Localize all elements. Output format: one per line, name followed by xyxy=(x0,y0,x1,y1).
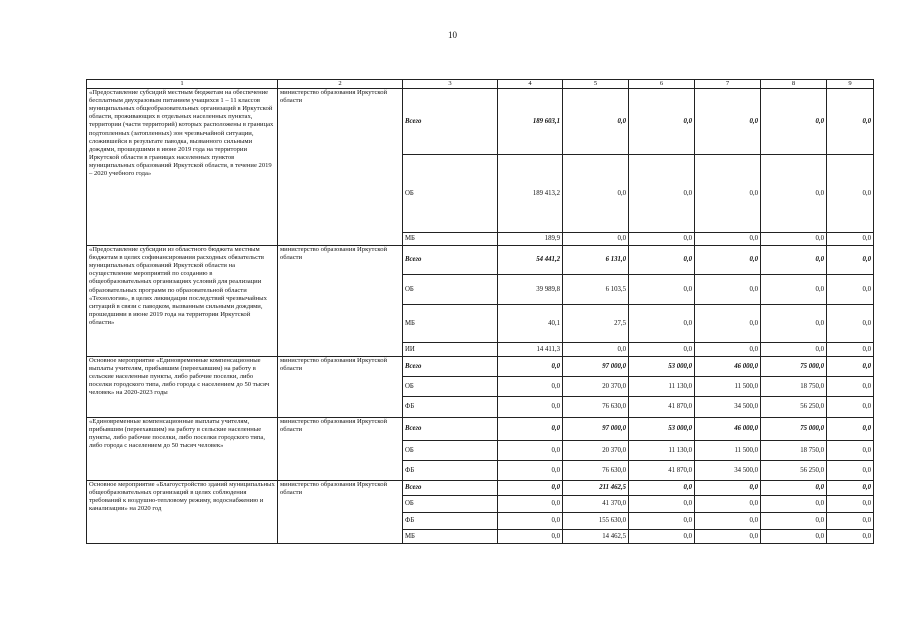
amount-cell: 0,0 xyxy=(629,275,695,305)
amount-cell: 0,0 xyxy=(695,513,761,530)
amount-cell: 0,0 xyxy=(695,89,761,155)
amount-cell: 0,0 xyxy=(827,357,874,377)
amount-cell: 0,0 xyxy=(761,513,827,530)
amount-cell: 0,0 xyxy=(498,418,563,441)
amount-cell: 0,0 xyxy=(761,233,827,246)
amount-cell: 0,0 xyxy=(629,530,695,544)
amount-cell: 11 130,0 xyxy=(629,441,695,461)
amount-cell: 0,0 xyxy=(695,305,761,343)
amount-cell: 97 000,0 xyxy=(563,418,629,441)
amount-cell: 0,0 xyxy=(827,155,874,233)
activity-description: «Предоставление субсидий местным бюджетам на обеспечение бесплатным двухразовым питанием учащихся 1 – 11 классов муниципальных общеобразовательных организаций в Иркутской области, проживающих в отдельных населенных пунктах, территории (части территорий) которых расположены в границах подтопленных (затопленных) зон чрезвычайной ситуации, сложившейся в результате паводка, вызванного сильными дождями, прошедшими в июне 2019 года на территории Иркутской области в границах населенных пунктов муниципальных образований Иркутской области, в течение 2019 – 2020 учебного года» xyxy=(87,89,278,246)
amount-cell: 0,0 xyxy=(761,155,827,233)
amount-cell: 6 103,5 xyxy=(563,275,629,305)
executor-cell: министерство образования Иркутской области xyxy=(278,357,403,418)
amount-cell: 0,0 xyxy=(761,275,827,305)
amount-cell: 6 131,0 xyxy=(563,246,629,275)
funding-source: ОБ xyxy=(403,377,498,397)
amount-cell: 0,0 xyxy=(827,418,874,441)
amount-cell: 0,0 xyxy=(827,275,874,305)
amount-cell: 39 989,8 xyxy=(498,275,563,305)
funding-source: Всего xyxy=(403,357,498,377)
amount-cell: 0,0 xyxy=(827,496,874,513)
amount-cell: 0,0 xyxy=(695,155,761,233)
amount-cell: 0,0 xyxy=(827,513,874,530)
funding-source: ОБ xyxy=(403,441,498,461)
funding-source: Всего xyxy=(403,89,498,155)
amount-cell: 27,5 xyxy=(563,305,629,343)
funding-source: Всего xyxy=(403,246,498,275)
amount-cell: 0,0 xyxy=(563,89,629,155)
amount-cell: 0,0 xyxy=(498,513,563,530)
amount-cell: 0,0 xyxy=(629,155,695,233)
amount-cell: 56 250,0 xyxy=(761,461,827,481)
funding-source: ФБ xyxy=(403,397,498,418)
amount-cell: 20 370,0 xyxy=(563,441,629,461)
amount-cell: 0,0 xyxy=(695,530,761,544)
executor-cell: министерство образования Иркутской области xyxy=(278,418,403,481)
funding-source: ИИ xyxy=(403,343,498,357)
amount-cell: 0,0 xyxy=(563,343,629,357)
column-header: 7 xyxy=(695,80,761,89)
amount-cell: 0,0 xyxy=(695,481,761,496)
amount-cell: 0,0 xyxy=(563,233,629,246)
amount-cell: 0,0 xyxy=(695,246,761,275)
amount-cell: 54 441,2 xyxy=(498,246,563,275)
amount-cell: 0,0 xyxy=(629,89,695,155)
amount-cell: 0,0 xyxy=(761,89,827,155)
table-row xyxy=(87,481,874,496)
funding-source: ОБ xyxy=(403,275,498,305)
page-number: 10 xyxy=(448,30,457,40)
column-header: 1 xyxy=(87,80,278,89)
amount-cell: 53 000,0 xyxy=(629,418,695,441)
amount-cell: 0,0 xyxy=(827,397,874,418)
executor-cell: министерство образования Иркутской области xyxy=(278,481,403,544)
amount-cell: 0,0 xyxy=(695,496,761,513)
amount-cell: 0,0 xyxy=(761,496,827,513)
table-row xyxy=(87,246,874,275)
column-header: 9 xyxy=(827,80,874,89)
funding-source: МБ xyxy=(403,233,498,246)
amount-cell: 14 462,5 xyxy=(563,530,629,544)
funding-source: ОБ xyxy=(403,155,498,233)
column-header: 4 xyxy=(498,80,563,89)
column-header: 2 xyxy=(278,80,403,89)
amount-cell: 0,0 xyxy=(761,343,827,357)
amount-cell: 0,0 xyxy=(827,461,874,481)
amount-cell: 56 250,0 xyxy=(761,397,827,418)
amount-cell: 0,0 xyxy=(695,233,761,246)
amount-cell: 0,0 xyxy=(761,246,827,275)
amount-cell: 0,0 xyxy=(827,233,874,246)
amount-cell: 53 000,0 xyxy=(629,357,695,377)
amount-cell: 0,0 xyxy=(827,481,874,496)
amount-cell: 0,0 xyxy=(498,357,563,377)
table-row xyxy=(87,357,874,377)
executor-cell: министерство образования Иркутской области xyxy=(278,89,403,246)
amount-cell: 0,0 xyxy=(761,305,827,343)
header-row xyxy=(87,80,874,89)
amount-cell: 0,0 xyxy=(827,246,874,275)
funding-source: Всего xyxy=(403,418,498,441)
table-body xyxy=(87,80,874,544)
amount-cell: 34 500,0 xyxy=(695,461,761,481)
amount-cell: 0,0 xyxy=(629,513,695,530)
amount-cell: 75 000,0 xyxy=(761,357,827,377)
amount-cell: 97 000,0 xyxy=(563,357,629,377)
amount-cell: 75 000,0 xyxy=(761,418,827,441)
amount-cell: 11 500,0 xyxy=(695,377,761,397)
amount-cell: 18 750,0 xyxy=(761,377,827,397)
amount-cell: 0,0 xyxy=(563,155,629,233)
amount-cell: 41 370,0 xyxy=(563,496,629,513)
amount-cell: 0,0 xyxy=(695,275,761,305)
amount-cell: 0,0 xyxy=(629,496,695,513)
funding-source: МБ xyxy=(403,530,498,544)
amount-cell: 41 870,0 xyxy=(629,397,695,418)
amount-cell: 0,0 xyxy=(498,441,563,461)
funding-source: МБ xyxy=(403,305,498,343)
amount-cell: 18 750,0 xyxy=(761,441,827,461)
amount-cell: 0,0 xyxy=(498,377,563,397)
activity-description: «Единовременные компенсационные выплаты учителям, прибывшим (переехавшим) на работу в сельские населенные пункты, либо рабочие поселки, либо поселки городского типа, либо города с населением до 50 тысяч человек» xyxy=(87,418,278,481)
amount-cell: 11 500,0 xyxy=(695,441,761,461)
amount-cell: 0,0 xyxy=(827,89,874,155)
amount-cell: 20 370,0 xyxy=(563,377,629,397)
amount-cell: 76 630,0 xyxy=(563,397,629,418)
amount-cell: 0,0 xyxy=(827,377,874,397)
amount-cell: 0,0 xyxy=(498,397,563,418)
amount-cell: 0,0 xyxy=(695,343,761,357)
amount-cell: 0,0 xyxy=(498,496,563,513)
amount-cell: 189,9 xyxy=(498,233,563,246)
amount-cell: 14 411,3 xyxy=(498,343,563,357)
amount-cell: 0,0 xyxy=(827,343,874,357)
funding-source: ФБ xyxy=(403,461,498,481)
amount-cell: 0,0 xyxy=(498,481,563,496)
funding-source: ОБ xyxy=(403,496,498,513)
activity-description: Основное мероприятие «Благоустройство зданий муниципальных общеобразовательных организаций в целях соблюдения требований к воздушно-тепловому режиму, водоснабжению и канализации» на 2020 год xyxy=(87,481,278,544)
amount-cell: 76 630,0 xyxy=(563,461,629,481)
column-header: 3 xyxy=(403,80,498,89)
amount-cell: 0,0 xyxy=(498,461,563,481)
amount-cell: 0,0 xyxy=(629,481,695,496)
amount-cell: 0,0 xyxy=(629,246,695,275)
table-row xyxy=(87,89,874,155)
amount-cell: 34 500,0 xyxy=(695,397,761,418)
amount-cell: 155 630,0 xyxy=(563,513,629,530)
activity-description: «Предоставление субсидии из областного бюджета местным бюджетам в целях софинансирования расходных обязательств муниципальных образований Иркутской области на осуществление мероприятий по созданию в общеобразовательных организациях условий для реализации образовательных программ по образовательной области «Технология», в целях ликвидации последствий чрезвычайных ситуаций в связи с паводком, вызванным сильными дождями, прошедшими в июне 2019 года на территории Иркутской области» xyxy=(87,246,278,357)
funding-source: ФБ xyxy=(403,513,498,530)
amount-cell: 0,0 xyxy=(827,305,874,343)
amount-cell: 41 870,0 xyxy=(629,461,695,481)
column-header: 8 xyxy=(761,80,827,89)
amount-cell: 46 000,0 xyxy=(695,418,761,441)
executor-cell: министерство образования Иркутской области xyxy=(278,246,403,357)
amount-cell: 0,0 xyxy=(629,305,695,343)
amount-cell: 0,0 xyxy=(827,530,874,544)
amount-cell: 0,0 xyxy=(761,481,827,496)
funding-source: Всего xyxy=(403,481,498,496)
activity-description: Основное мероприятие «Единовременные компенсационные выплаты учителям, прибывшим (переехавшим) на работу в сельские населенные пункты, либо рабочие поселки, либо поселки городского типа, либо города с населением до 50 тысяч человек» на 2020-2023 годы xyxy=(87,357,278,418)
column-header: 5 xyxy=(563,80,629,89)
budget-table xyxy=(86,79,874,544)
amount-cell: 0,0 xyxy=(827,441,874,461)
amount-cell: 46 000,0 xyxy=(695,357,761,377)
amount-cell: 189 413,2 xyxy=(498,155,563,233)
amount-cell: 189 603,1 xyxy=(498,89,563,155)
amount-cell: 0,0 xyxy=(629,233,695,246)
amount-cell: 0,0 xyxy=(761,530,827,544)
amount-cell: 0,0 xyxy=(629,343,695,357)
amount-cell: 40,1 xyxy=(498,305,563,343)
amount-cell: 11 130,0 xyxy=(629,377,695,397)
column-header: 6 xyxy=(629,80,695,89)
amount-cell: 0,0 xyxy=(498,530,563,544)
amount-cell: 211 462,5 xyxy=(563,481,629,496)
table-row xyxy=(87,418,874,441)
